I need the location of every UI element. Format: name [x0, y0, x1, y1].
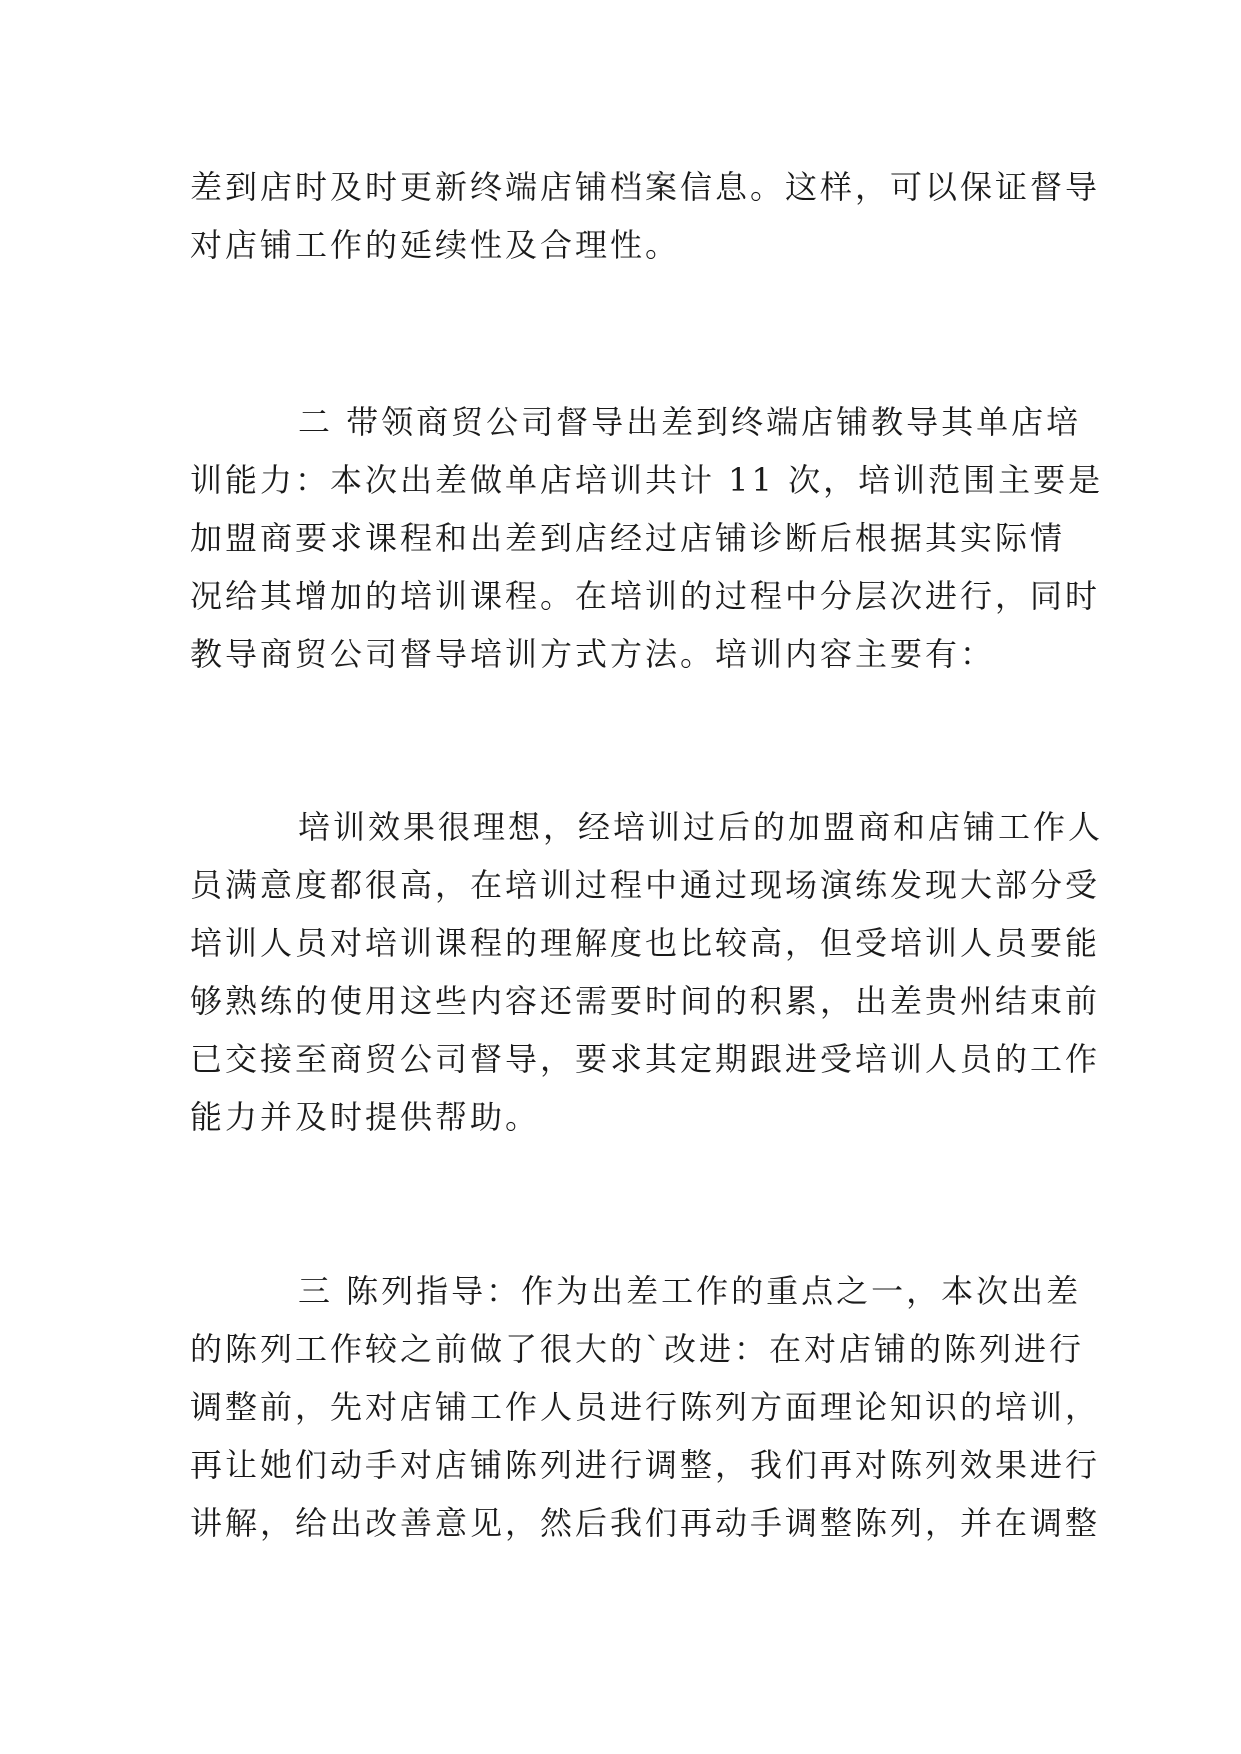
text-line: 对店铺工作的延续性及合理性。: [190, 226, 681, 264]
text-line: 够熟练的使用这些内容还需要时间的积累，出差贵州结束前: [190, 982, 1101, 1020]
text-line: 能力并及时提供帮助。: [190, 1098, 541, 1136]
text-line: 况给其增加的培训课程。在培训的过程中分层次进行，同时: [190, 577, 1101, 615]
text-line: 训能力：本次出差做单店培训共计 11 次，培训范围主要是: [190, 461, 1104, 499]
paragraph-section-two: [190, 393, 1104, 683]
text-line: 差到店时及时更新终端店铺档案信息。这样，可以保证督导: [190, 168, 1101, 206]
paragraph-store-records: [190, 158, 1101, 274]
paragraph-training-results: [190, 798, 1104, 1146]
text-line: 的陈列工作较之前做了很大的`改进：在对店铺的陈列进行: [190, 1330, 1085, 1368]
text-line: 已交接至商贸公司督导，要求其定期跟进受培训人员的工作: [190, 1040, 1101, 1078]
text-line: 再让她们动手对店铺陈列进行调整，我们再对陈列效果进行: [190, 1446, 1101, 1484]
text-line: 调整前，先对店铺工作人员进行陈列方面理论知识的培训，: [190, 1388, 1101, 1426]
text-line: 讲解，给出改善意见，然后我们再动手调整陈列，并在调整: [190, 1504, 1101, 1542]
section-heading-line: 三 陈列指导：作为出差工作的重点之一，本次出差: [298, 1272, 1082, 1310]
section-heading-line: 二 带领商贸公司督导出差到终端店铺教导其单店培: [298, 403, 1082, 441]
text-line: 加盟商要求课程和出差到店经过店铺诊断后根据其实际情: [190, 519, 1066, 557]
text-line: 教导商贸公司督导培训方式方法。培训内容主要有：: [190, 635, 996, 673]
paragraph-section-three: [190, 1262, 1101, 1552]
text-line: 培训人员对培训课程的理解度也比较高，但受培训人员要能: [190, 924, 1101, 962]
text-line: 员满意度都很高，在培训过程中通过现场演练发现大部分受: [190, 866, 1101, 904]
text-line: 培训效果很理想，经培训过后的加盟商和店铺工作人: [298, 808, 1104, 846]
